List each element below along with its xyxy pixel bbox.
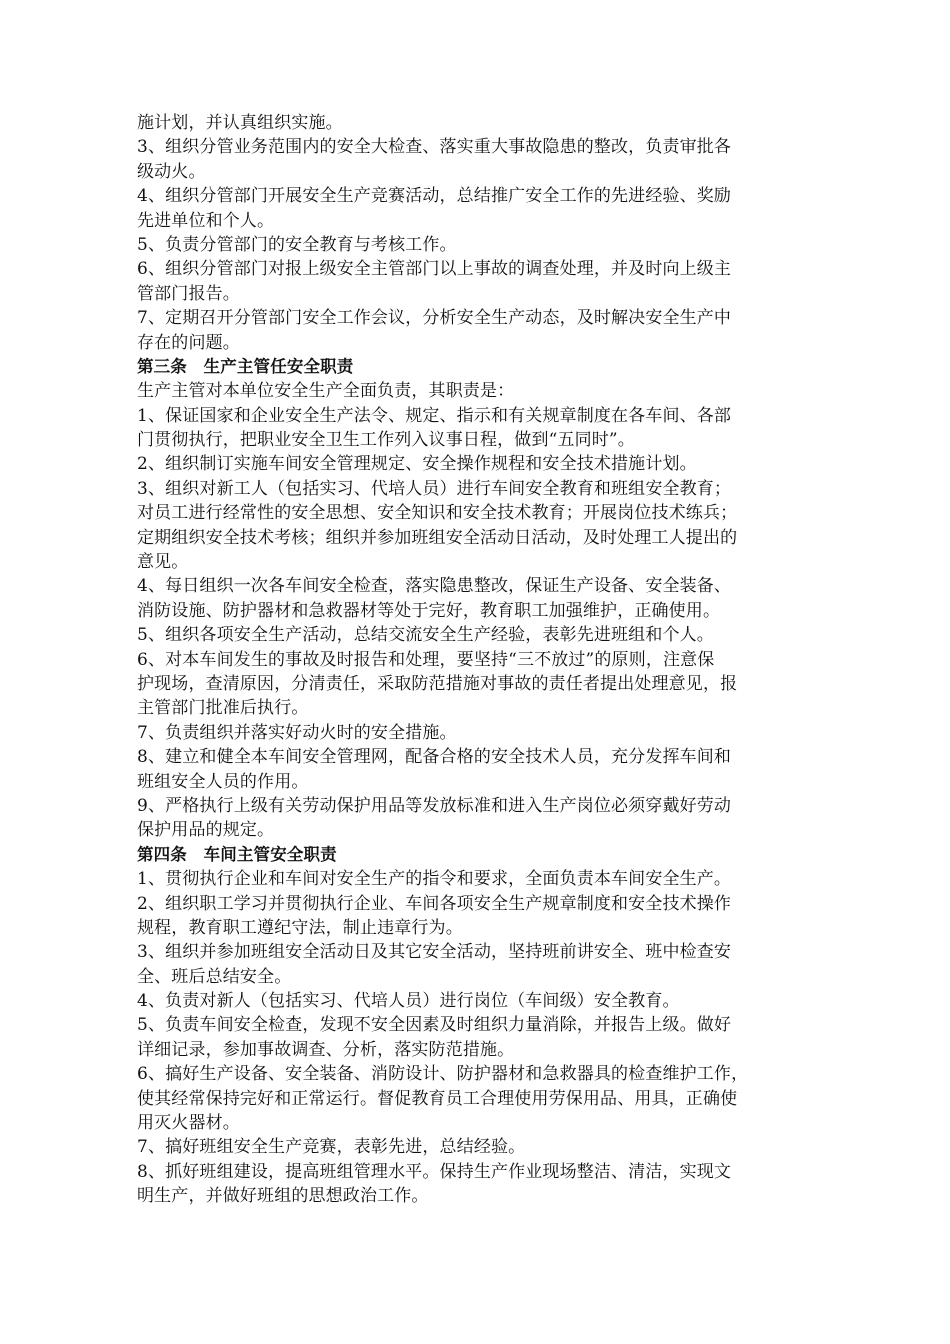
section-heading: 第三条 生产主管任安全职责: [137, 356, 354, 376]
text-line: 班组安全人员的作用。: [137, 771, 309, 792]
text-line: 存在的问题。: [137, 332, 240, 353]
document-body: [137, 111, 817, 1209]
text-line: 5、负责车间安全检查，发现不安全因素及时组织力量消除，并报告上级。做好: [137, 1015, 732, 1036]
text-line: 级动火。: [137, 161, 206, 182]
text-line: 对员工进行经常性的安全思想、安全知识和安全技术教育；开展岗位技术练兵；: [137, 503, 738, 524]
text-line: 6、组织分管部门对报上级安全主管部门以上事故的调查处理，并及时向上级主: [137, 259, 732, 280]
text-line: 用灭火器材。: [137, 1113, 240, 1134]
text-line: 3、组织并参加班组安全活动日及其它安全活动，坚持班前讲安全、班中检查安: [137, 942, 732, 963]
text-line: 2、组织制订实施车间安全管理规定、安全操作规程和安全技术措施计划。: [137, 454, 697, 475]
section-heading: 第四条 车间主管安全职责: [137, 844, 337, 864]
text-line: 1、贯彻执行企业和车间对安全生产的指令和要求，全面负责本车间安全生产。: [137, 869, 732, 890]
text-line: 5、负责分管部门的安全教育与考核工作。: [137, 234, 457, 255]
text-line: 2、组织职工学习并贯彻执行企业、车间各项安全生产规章制度和安全技术操作: [137, 893, 732, 914]
text-line: 5、组织各项安全生产活动，总结交流安全生产经验，表彰先进班组和个人。: [137, 625, 714, 646]
text-line: 1、保证国家和企业安全生产法令、规定、指示和有关规章制度在各车间、各部: [137, 405, 732, 426]
text-line: 8、抓好班组建设，提高班组管理水平。保持生产作业现场整洁、清洁，实现文: [137, 1161, 732, 1182]
text-line: 生产主管对本单位安全生产全面负责，其职责是：: [137, 381, 515, 402]
text-line: 消防设施、防护器材和急救器材等处于完好，教育职工加强维护，正确使用。: [137, 600, 721, 621]
text-line: 意见。: [137, 552, 189, 573]
text-line: 定期组织安全技术考核；组织并参加班组安全活动日活动，及时处理工人提出的: [137, 527, 738, 548]
text-line: 主管部门批准后执行。: [137, 698, 309, 719]
text-line: 9、严格执行上级有关劳动保护用品等发放标准和进入生产岗位必须穿戴好劳动: [137, 795, 732, 816]
text-line: 保护用品的规定。: [137, 820, 275, 841]
text-line: 7、搞好班组安全生产竞赛，表彰先进，总结经验。: [137, 1137, 526, 1158]
text-line: 3、组织分管业务范围内的安全大检查、落实重大事故隐患的整改，负责审批各: [137, 137, 732, 158]
text-line: 4、每日组织一次各车间安全检查，落实隐患整改，保证生产设备、安全装备、: [137, 576, 732, 597]
text-line: 全、班后总结安全。: [137, 966, 292, 987]
text-line: 7、负责组织并落实好动火时的安全措施。: [137, 722, 457, 743]
text-line: 护现场，查清原因，分清责任，采取防范措施对事故的责任者提出处理意见，报: [137, 673, 738, 694]
text-line: 明生产，并做好班组的思想政治工作。: [137, 1186, 429, 1207]
text-line: 施计划，并认真组织实施。: [137, 113, 343, 133]
text-line: 3、组织对新工人（包括实习、代培人员）进行车间安全教育和班组安全教育；: [137, 478, 732, 499]
text-line: 4、负责对新人（包括实习、代培人员）进行岗位（车间级）安全教育。: [137, 991, 680, 1012]
text-line: 管部门报告。: [137, 283, 240, 304]
text-line: 规程，教育职工遵纪守法，制止违章行为。: [137, 917, 463, 938]
text-line: 6、对本车间发生的事故及时报告和处理，要坚持“三不放过”的原则，注意保: [137, 649, 715, 670]
text-line: 门贯彻执行，把职业安全卫生工作列入议事日程，做到“五同时”。: [137, 430, 635, 451]
text-line: 7、定期召开分管部门安全工作会议，分析安全生产动态，及时解决安全生产中: [137, 308, 732, 329]
text-line: 6、搞好生产设备、安全装备、消防设计、防护器材和急救器具的检查维护工作，: [137, 1064, 749, 1085]
text-line: 使其经常保持完好和正常运行。督促教育员工合理使用劳保用品、用具，正确使: [137, 1088, 738, 1109]
text-line: 详细记录，参加事故调查、分析，落实防范措施。: [137, 1039, 515, 1060]
text-line: 8、建立和健全本车间安全管理网，配备合格的安全技术人员，充分发挥车间和: [137, 747, 732, 768]
text-line: 先进单位和个人。: [137, 210, 275, 231]
text-line: 4、组织分管部门开展安全生产竞赛活动，总结推广安全工作的先进经验、奖励: [137, 186, 732, 207]
